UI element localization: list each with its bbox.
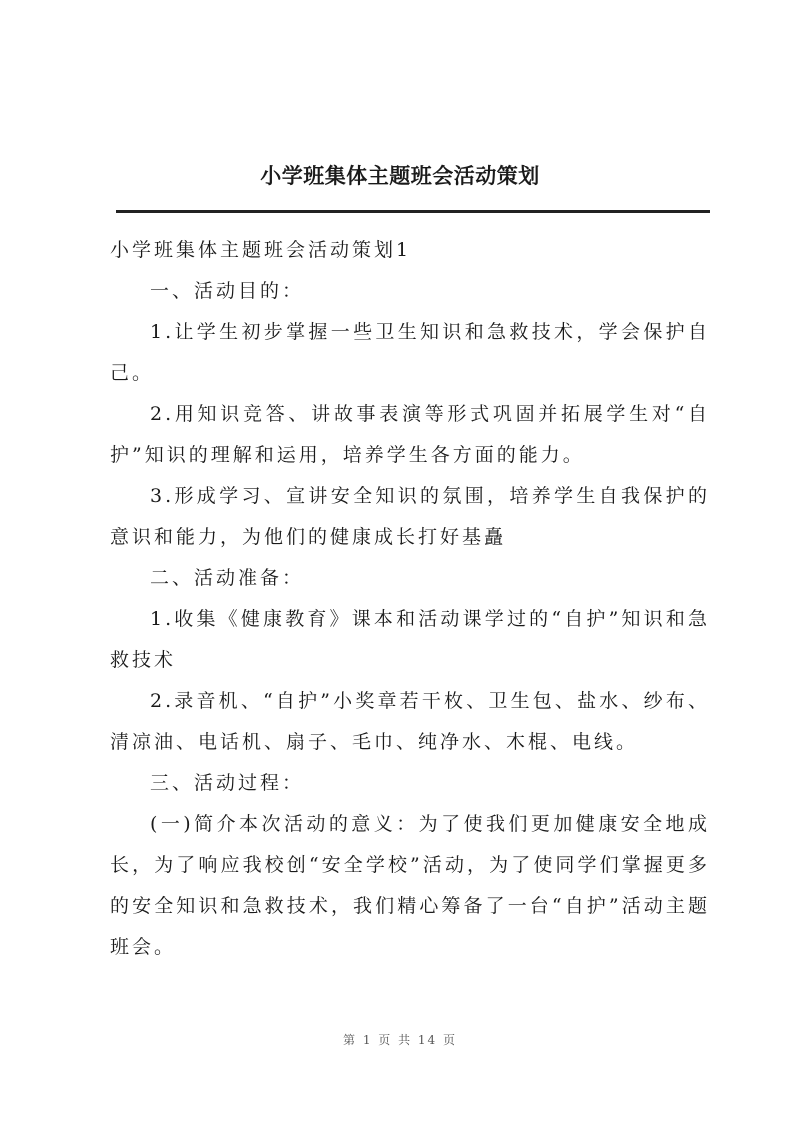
paragraph: 2.用知识竞答、讲故事表演等形式巩固并拓展学生对“自护”知识的理解和运用，培养学生各方面的能力。 <box>110 403 710 466</box>
paragraph: 三、活动过程： <box>150 772 305 794</box>
paragraph: 1.让学生初步掌握一些卫生知识和急救技术，学会保护自己。 <box>110 321 710 384</box>
paragraph: 小学班集体主题班会活动策划1 <box>110 239 412 261</box>
document-body <box>110 230 710 968</box>
title-rule <box>116 210 710 213</box>
paragraph: 2.录音机、“自护”小奖章若干枚、卫生包、盐水、纱布、清凉油、电话机、扇子、毛巾、纯净水、木棍、电线。 <box>110 690 710 753</box>
paragraph: 一、活动目的： <box>150 280 305 302</box>
document-title: 小学班集体主题班会活动策划 <box>260 163 540 188</box>
paragraph: 1.收集《健康教育》课本和活动课学过的“自护”知识和急救技术 <box>110 608 710 671</box>
paragraph: 3.形成学习、宣讲安全知识的氛围，培养学生自我保护的意识和能力，为他们的健康成长打好基矗 <box>110 485 710 548</box>
paragraph: (一)简介本次活动的意义：为了使我们更加健康安全地成长，为了响应我校创“安全学校”活动，为了使同学们掌握更多的安全知识和急救技术，我们精心筹备了一台“自护”活动主题班会。 <box>110 813 710 958</box>
paragraph: 二、活动准备： <box>150 567 305 589</box>
page-footer: 第 1 页 共 14 页 <box>343 1033 457 1047</box>
